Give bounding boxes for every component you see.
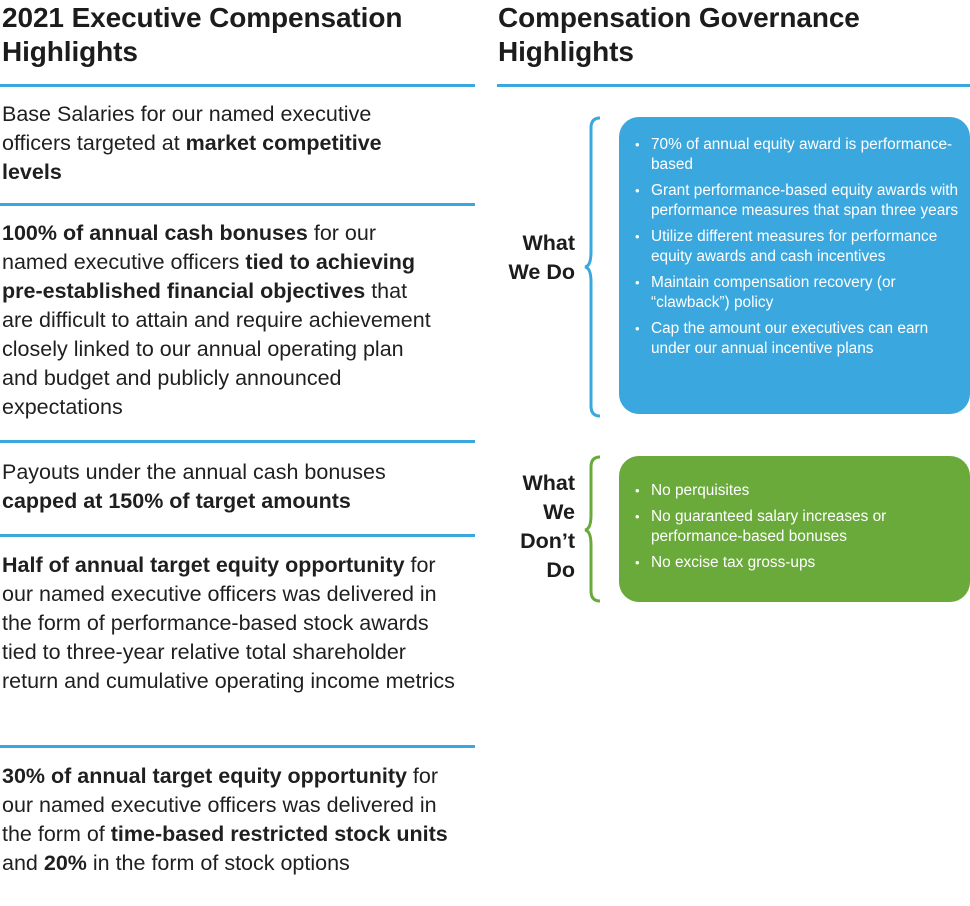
highlight-text: Base Salaries for our named executive officers targeted at — [2, 102, 372, 155]
divider — [497, 84, 970, 87]
what-we-do-brace — [581, 116, 611, 418]
divider — [0, 745, 475, 748]
highlight-item — [2, 219, 432, 422]
list-item: • No perquisites — [633, 481, 960, 501]
right-heading — [498, 1, 860, 69]
left-heading-line1: 2021 Executive Compensation — [2, 2, 403, 33]
highlight-text: that are difficult to attain and require achievement closely linked to our annual operating plan and budget and publicly announced expectations — [2, 279, 431, 419]
highlight-emphasis: Half of annual target equity opportunity — [2, 553, 405, 577]
list-item: • Utilize different measures for performance equity awards and cash incentives — [633, 227, 960, 267]
highlight-text: for our named executive officers was delivered in the form of — [2, 764, 439, 846]
list-item: • Grant performance-based equity awards with performance measures that span three years — [633, 181, 960, 221]
highlight-emphasis: 30% of annual target equity opportunity — [2, 764, 407, 788]
highlight-item — [2, 551, 457, 696]
compensation-governance-highlights — [497, 0, 970, 906]
highlight-emphasis: market competitive levels — [2, 131, 382, 184]
what-we-do-label-line2: We Do — [508, 260, 575, 284]
what-we-dont-do-label-line3: Don’t — [520, 529, 575, 553]
what-we-dont-do-box — [619, 456, 970, 602]
divider — [0, 534, 475, 537]
list-item: • Cap the amount our executives can earn under our annual incentive plans — [633, 319, 960, 359]
highlight-emphasis: 20% — [43, 851, 87, 875]
highlight-text: and — [2, 851, 44, 875]
what-we-dont-do-label-line2: We — [543, 500, 575, 524]
list-item: • Maintain compensation recovery (or “clawback”) policy — [633, 273, 960, 313]
divider — [0, 203, 475, 206]
highlight-text: Payouts under the annual cash bonuses — [2, 460, 386, 484]
right-heading-line1: Compensation Governance — [498, 2, 860, 33]
what-we-do-list — [619, 117, 970, 359]
list-item: • No guaranteed salary increases or performance-based bonuses — [633, 507, 960, 547]
highlight-item — [2, 100, 432, 187]
highlight-item — [2, 762, 452, 878]
what-we-dont-do-brace — [581, 455, 611, 605]
list-item: • No excise tax gross-ups — [633, 553, 960, 573]
what-we-dont-do-label-line4: Do — [546, 558, 575, 582]
highlight-text: for our named executive officers was delivered in the form of performance-based stock awards tied to three-year relative total shareholder return and cumulative operating income metrics — [2, 553, 455, 693]
divider — [0, 440, 475, 443]
highlight-emphasis: tied to achieving pre-established financial objectives — [2, 250, 416, 303]
highlight-emphasis: 100% of annual cash bonuses — [2, 221, 308, 245]
what-we-dont-do-list — [619, 456, 970, 573]
highlight-emphasis: capped at 150% of target amounts — [2, 489, 351, 513]
what-we-do-label-line1: What — [522, 231, 575, 255]
left-heading-line2: Highlights — [2, 36, 138, 67]
left-heading — [2, 1, 402, 69]
divider — [0, 84, 475, 87]
list-item: • 70% of annual equity award is performance-based — [633, 135, 960, 175]
highlight-text: for our named executive officers — [2, 221, 376, 274]
what-we-do-box — [619, 117, 970, 414]
highlight-emphasis: time-based restricted stock units — [110, 822, 448, 846]
what-we-dont-do-label-line1: What — [522, 471, 575, 495]
right-heading-line2: Highlights — [498, 36, 634, 67]
highlight-text: in the form of stock options — [86, 851, 350, 875]
highlight-item — [2, 458, 442, 516]
what-we-do-label — [497, 229, 575, 287]
what-we-dont-do-label — [497, 469, 575, 585]
